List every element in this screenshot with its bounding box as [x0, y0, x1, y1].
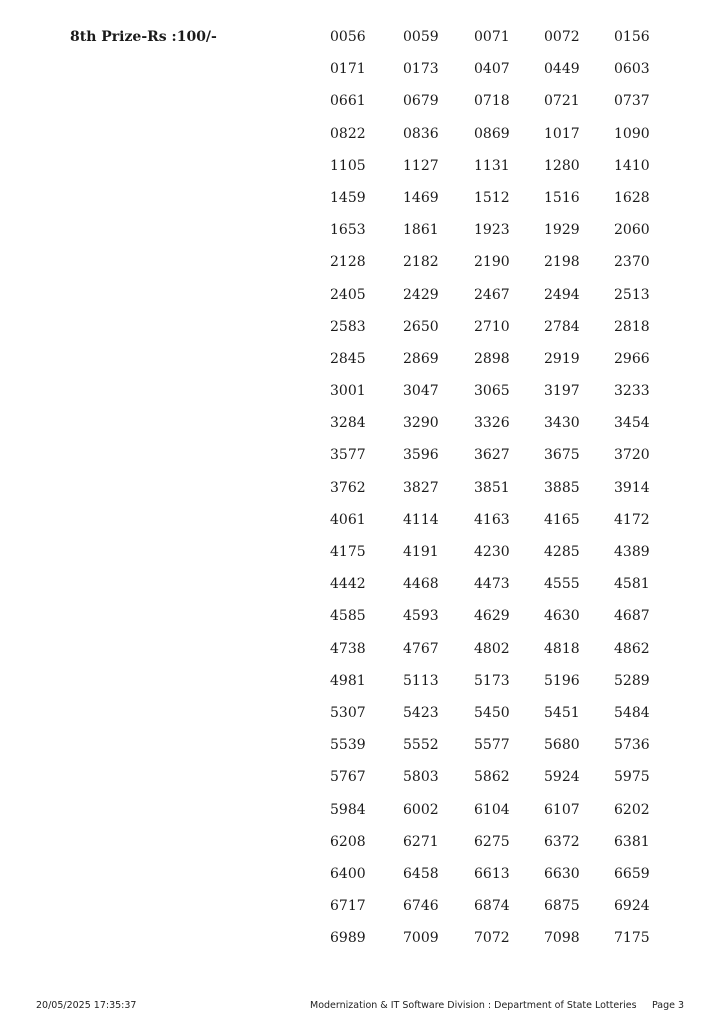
- winning-number: 1861: [403, 222, 439, 239]
- winning-number: 4165: [544, 511, 580, 528]
- winning-number: 4191: [403, 544, 439, 560]
- winning-number: 3827: [403, 479, 439, 496]
- winning-number: 1127: [403, 157, 439, 174]
- winning-number: 4230: [474, 544, 510, 560]
- winning-number: 6458: [403, 865, 439, 882]
- winning-number: 5539: [330, 737, 366, 754]
- winning-number: 1090: [614, 125, 650, 142]
- winning-number: 0869: [474, 125, 510, 142]
- winning-number: 6630: [544, 865, 580, 882]
- winning-number: 2919: [544, 350, 580, 367]
- winning-number: 4555: [544, 576, 580, 593]
- winning-number: 3762: [330, 479, 366, 496]
- winning-number: 0679: [403, 93, 439, 110]
- winning-number: 2583: [330, 318, 366, 335]
- winning-number: 2060: [614, 222, 650, 239]
- winning-number: 4738: [330, 640, 366, 657]
- winning-number: 2128: [330, 254, 366, 271]
- winning-number: 6381: [614, 833, 650, 850]
- winning-number: 1105: [330, 157, 366, 174]
- winning-number: 5450: [474, 704, 510, 721]
- winning-number: 1512: [474, 189, 510, 206]
- winning-number: 5196: [544, 672, 580, 689]
- winning-number: 6989: [330, 930, 366, 947]
- winning-number: 3233: [614, 383, 650, 400]
- winning-number: 0603: [614, 61, 650, 78]
- winning-number: 0407: [474, 61, 510, 78]
- winning-number: 6613: [474, 865, 510, 882]
- winning-number: 5803: [403, 769, 439, 786]
- winning-number: 1469: [403, 189, 439, 206]
- footer-datetime: 20/05/2025 17:35:37: [36, 1000, 137, 1011]
- winning-number: 0737: [614, 93, 650, 110]
- winning-number: 0721: [544, 93, 580, 110]
- winning-number: 0056: [330, 29, 366, 45]
- footer-department: Modernization & IT Software Division : Department of State Lotteries: [310, 1000, 637, 1011]
- winning-number: 4442: [330, 576, 366, 593]
- winning-number: 4767: [403, 640, 439, 657]
- winning-number: 1410: [614, 157, 650, 174]
- prize-label: 8th Prize-Rs :100/-: [70, 29, 217, 45]
- winning-number: 3577: [330, 447, 366, 464]
- winning-number: 5423: [403, 704, 439, 721]
- winning-number: 2869: [403, 350, 439, 367]
- winning-number: 4585: [330, 608, 366, 625]
- winning-number: 3284: [330, 415, 366, 432]
- winning-number: 1628: [614, 189, 650, 206]
- winning-number: 4473: [474, 576, 510, 593]
- winning-number: 0661: [330, 93, 366, 110]
- winning-number: 6271: [403, 833, 439, 850]
- winning-number: 3047: [403, 383, 439, 400]
- winning-number: 2845: [330, 350, 366, 367]
- winning-number: 1280: [544, 157, 580, 174]
- winning-number: 2494: [544, 286, 580, 303]
- winning-number: 3851: [474, 479, 510, 496]
- winning-number: 6208: [330, 833, 366, 850]
- winning-number: 5552: [403, 737, 439, 754]
- winning-number: 1131: [474, 157, 510, 174]
- winning-number: 2467: [474, 286, 510, 303]
- winning-number: 5767: [330, 769, 366, 786]
- winning-numbers-grid: [330, 28, 674, 961]
- winning-number: 7009: [403, 930, 439, 947]
- winning-number: 0822: [330, 125, 366, 142]
- winning-number: 4163: [474, 511, 510, 528]
- winning-number: 6002: [403, 801, 439, 818]
- winning-number: 1923: [474, 222, 510, 239]
- winning-number: 6874: [474, 898, 510, 915]
- winning-number: 0173: [403, 61, 439, 78]
- winning-number: 2429: [403, 286, 439, 303]
- winning-number: 2370: [614, 254, 650, 271]
- winning-number: 2198: [544, 254, 580, 271]
- winning-number: 0071: [474, 29, 510, 45]
- winning-number: 2650: [403, 318, 439, 335]
- winning-number: 2190: [474, 254, 510, 271]
- winning-number: 3885: [544, 479, 580, 496]
- winning-number: 2784: [544, 318, 580, 335]
- winning-number: 0836: [403, 125, 439, 142]
- winning-number: 3065: [474, 383, 510, 400]
- winning-number: 5173: [474, 672, 510, 689]
- winning-number: 3197: [544, 383, 580, 400]
- winning-number: 5984: [330, 801, 366, 818]
- winning-number: 4581: [614, 576, 650, 593]
- winning-number: 4061: [330, 511, 366, 528]
- winning-number: 6924: [614, 898, 650, 915]
- winning-number: 4629: [474, 608, 510, 625]
- winning-number: 3596: [403, 447, 439, 464]
- winning-number: 3326: [474, 415, 510, 432]
- winning-number: 5113: [403, 672, 439, 689]
- winning-number: 6875: [544, 898, 580, 915]
- winning-number: 6659: [614, 865, 650, 882]
- winning-number: 4468: [403, 576, 439, 593]
- winning-number: 0072: [544, 29, 580, 45]
- winning-number: 3914: [614, 479, 650, 496]
- winning-number: 6746: [403, 898, 439, 915]
- winning-number: 7072: [474, 930, 510, 947]
- winning-number: 3430: [544, 415, 580, 432]
- winning-number: 4172: [614, 511, 650, 528]
- winning-number: 4981: [330, 672, 366, 689]
- winning-number: 7175: [614, 930, 650, 947]
- winning-number: 0171: [330, 61, 366, 78]
- winning-number: 4389: [614, 544, 650, 560]
- winning-number: 5289: [614, 672, 650, 689]
- winning-number: 5451: [544, 704, 580, 721]
- winning-number: 4802: [474, 640, 510, 657]
- winning-number: 4818: [544, 640, 580, 657]
- winning-number: 0449: [544, 61, 580, 78]
- winning-number: 5975: [614, 769, 650, 786]
- winning-number: 4285: [544, 544, 580, 560]
- winning-number: 6275: [474, 833, 510, 850]
- winning-number: 6717: [330, 898, 366, 915]
- winning-number: 0156: [614, 29, 650, 45]
- winning-number: 3290: [403, 415, 439, 432]
- winning-number: 5484: [614, 704, 650, 721]
- winning-number: 2818: [614, 318, 650, 335]
- winning-number: 7098: [544, 930, 580, 947]
- winning-number: 1017: [544, 125, 580, 142]
- winning-number: 1459: [330, 189, 366, 206]
- footer-page-number: Page 3: [652, 1000, 685, 1011]
- winning-number: 4114: [403, 511, 439, 528]
- winning-number: 5862: [474, 769, 510, 786]
- winning-number: 3454: [614, 415, 650, 432]
- winning-number: 6400: [330, 865, 366, 882]
- winning-number: 1653: [330, 222, 366, 239]
- winning-number: 5577: [474, 737, 510, 754]
- winning-number: 1929: [544, 222, 580, 239]
- winning-number: 6104: [474, 801, 510, 818]
- winning-number: 3627: [474, 447, 510, 464]
- winning-number: 5924: [544, 769, 580, 786]
- winning-number: 1516: [544, 189, 580, 206]
- winning-number: 4862: [614, 640, 650, 657]
- winning-number: 6107: [544, 801, 580, 818]
- winning-number: 2405: [330, 286, 366, 303]
- winning-number: 2182: [403, 254, 439, 271]
- winning-number: 3001: [330, 383, 366, 400]
- winning-number: 4175: [330, 544, 366, 560]
- winning-number: 6372: [544, 833, 580, 850]
- winning-number: 4593: [403, 608, 439, 625]
- winning-number: 0059: [403, 29, 439, 45]
- winning-number: 4630: [544, 608, 580, 625]
- winning-number: 6202: [614, 801, 650, 818]
- winning-number: 2898: [474, 350, 510, 367]
- winning-number: 0718: [474, 93, 510, 110]
- winning-number: 2966: [614, 350, 650, 367]
- winning-number: 5307: [330, 704, 366, 721]
- winning-number: 2710: [474, 318, 510, 335]
- winning-number: 4687: [614, 608, 650, 625]
- winning-number: 3720: [614, 447, 650, 464]
- winning-number: 3675: [544, 447, 580, 464]
- winning-number: 5736: [614, 737, 650, 754]
- winning-number: 5680: [544, 737, 580, 754]
- winning-number: 2513: [614, 286, 650, 303]
